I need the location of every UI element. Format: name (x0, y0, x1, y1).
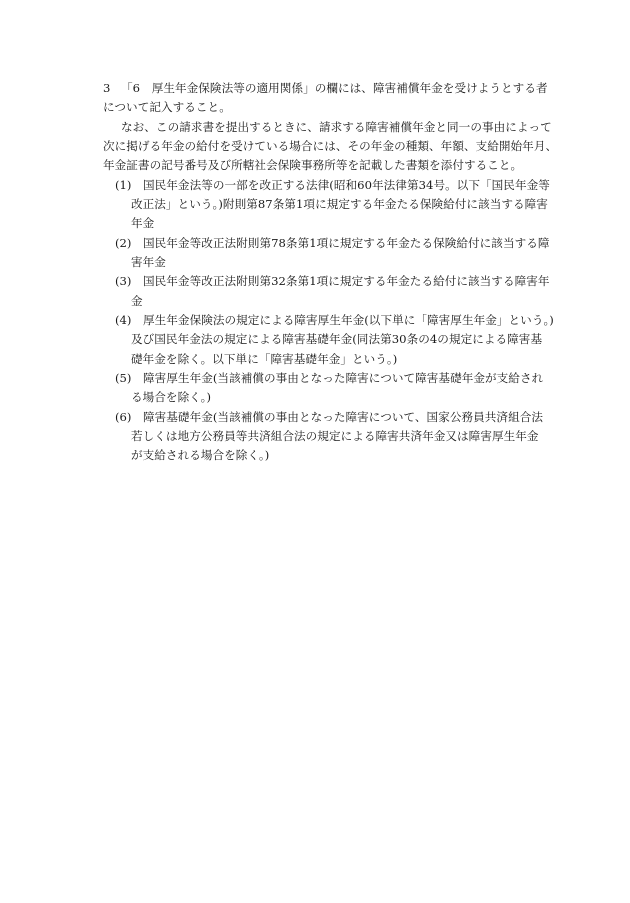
item-line: 礎年金を除く。以下単に「障害基礎年金」という。) (131, 352, 398, 366)
item-line: 金 (131, 294, 143, 308)
item-line: 障害厚生年金(当該補償の事由となった障害について障害基礎年金が支給され (143, 371, 544, 385)
item-line: 及び国民年金法の規定による障害基礎年金(同法第30条の4の規定による障害基 (131, 332, 543, 346)
item-line: 害年金 (131, 255, 166, 269)
section-line: 次に掲げる年金の給付を受けている場合には、その年金の種類、年額、支給開始年月、 (103, 139, 558, 153)
item-line: 国民年金等改正法附則第32条第1項に規定する年金たる給付に該当する障害年 (143, 274, 550, 288)
item-line: 国民年金法等の一部を改正する法律(昭和60年法律第34号。以下「国民年金等 (143, 178, 550, 192)
item-line: 若しくは地方公務員等共済組合法の規定による障害共済年金又は障害厚生年金 (131, 429, 539, 443)
section-number: 3 (103, 81, 111, 95)
item-line: 厚生年金保険法の規定による障害厚生年金(以下単に「障害厚生年金」という。) (143, 313, 554, 327)
item-label: (2) (115, 236, 132, 250)
item-line: 国民年金等改正法附則第78条第1項に規定する年金たる保険給付に該当する障 (143, 236, 550, 250)
item-label: (4) (115, 313, 132, 327)
item-line: る場合を除く。) (131, 390, 212, 404)
section-line: 「6 厚生年金保険法等の適用関係」の欄には、障害補償年金を受けようとする者 (121, 81, 548, 95)
item-line: が支給される場合を除く。) (131, 448, 270, 462)
item-line: 年金 (131, 216, 155, 230)
item-label: (1) (115, 178, 132, 192)
section-line: なお、この請求書を提出するときに、請求する障害補償年金と同一の事由によって (121, 120, 552, 134)
item-label: (3) (115, 274, 132, 288)
section-line: 年金証書の記号番号及び所轄社会保険事務所等を記載した書類を添付すること。 (103, 158, 523, 172)
item-label: (6) (115, 410, 132, 424)
item-line: 障害基礎年金(当該補償の事由となった障害について、国家公務員共済組合法 (143, 410, 543, 424)
item-line: 改正法」という。)附則第87条第1項に規定する年金たる保険給付に該当する障害 (131, 197, 548, 211)
section-line: について記入すること。 (103, 100, 231, 114)
item-label: (5) (115, 371, 132, 385)
